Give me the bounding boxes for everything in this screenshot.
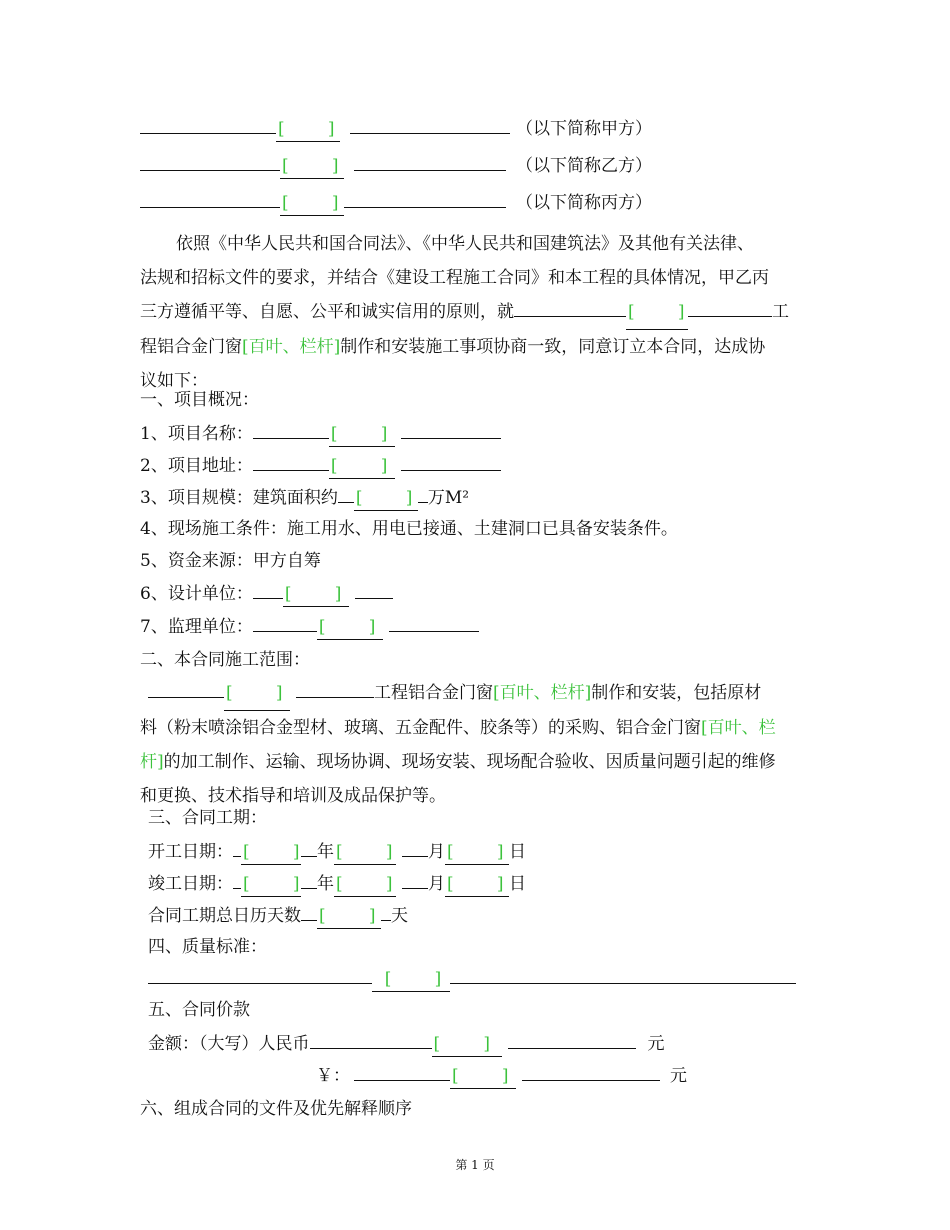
building-area-blank[interactable]: [ ] — [354, 486, 418, 511]
page-number: 第 1 页 — [455, 1158, 495, 1172]
amount-figures-blank[interactable]: [ ] — [450, 1064, 516, 1089]
party-b-blank[interactable]: [ ] — [280, 154, 344, 179]
amount-figures-line: ￥： [ ] 元 — [316, 1063, 687, 1089]
end-day-blank[interactable]: [ ] — [445, 872, 509, 897]
party-b-suffix: （以下简称乙方） — [516, 156, 652, 176]
supervision-unit-blank[interactable]: [ ] — [317, 615, 383, 640]
end-year-blank[interactable]: [ ] — [241, 872, 301, 897]
quality-standard-blank[interactable]: [ ] — [372, 967, 450, 992]
party-a-blank[interactable]: [ ] — [276, 117, 340, 142]
party-b-line — [140, 153, 652, 179]
project-name-blank[interactable]: [ ] — [329, 422, 395, 447]
start-year-blank[interactable]: [ ] — [241, 840, 301, 865]
quality-standard-line — [148, 966, 796, 992]
total-days-line: 合同工期总日历天数 [ ] 天 — [148, 903, 408, 929]
amount-words-blank[interactable]: [ ] — [432, 1032, 502, 1057]
funding-source-line: 5、资金来源：甲方自筹 — [140, 551, 321, 571]
party-c-suffix: （以下简称丙方） — [516, 193, 652, 213]
scope-project-blank[interactable]: [ ] — [224, 676, 290, 711]
section3-title: 三、合同工期： — [148, 808, 267, 828]
party-c-blank[interactable]: [ ] — [280, 191, 344, 216]
section2-title: 二、本合同施工范围： — [140, 650, 310, 670]
section4-title: 四、质量标准： — [148, 937, 267, 957]
project-address-blank[interactable]: [ ] — [329, 454, 395, 479]
project-address-line: 2、项目地址： [ ] — [140, 453, 501, 479]
section6-title: 六、组成合同的文件及优先解释顺序 — [140, 1099, 412, 1119]
section1-title: 一、项目概况： — [140, 390, 259, 410]
design-unit-line: 6、设计单位： [ ] — [140, 581, 393, 607]
start-day-blank[interactable]: [ ] — [445, 840, 509, 865]
party-c-line — [140, 190, 652, 216]
start-date-line: 开工日期： [ ] 年 [ ] 月 [ ] 日 — [148, 839, 526, 865]
start-month-blank[interactable]: [ ] — [334, 840, 396, 865]
project-name-blank-intro[interactable]: [ ] — [626, 295, 688, 330]
party-a-line — [140, 116, 652, 142]
scope-paragraph: [ ] 工程铝合金门窗[百叶、栏杆]制作和安装，包括原材 料（粉末喷涂铝合金型材、玻璃、五金配件、胶条等）的采购、铝合金门窗[百叶、栏 杆]的加工制作、运输、现场协调、现场安装、现场配合验收、因质量问题引起的维修 和更换、技术指导和培训及成品保护等。 — [140, 676, 820, 813]
design-unit-blank[interactable]: [ ] — [283, 582, 349, 607]
amount-words-line: 金额：（大写）人民币 [ ] 元 — [148, 1031, 665, 1057]
total-days-blank[interactable]: [ ] — [317, 904, 381, 929]
section5-title: 五、合同价款 — [148, 1000, 250, 1020]
site-conditions-line: 4、现场施工条件：施工用水、用电已接通、土建洞口已具备安装条件。 — [140, 519, 678, 539]
party-a-suffix: （以下简称甲方） — [516, 119, 652, 139]
project-scale-line: 3、项目规模：建筑面积约 [ ] 万M² — [140, 485, 469, 511]
end-month-blank[interactable]: [ ] — [334, 872, 396, 897]
project-name-line: 1、项目名称： [ ] — [140, 421, 501, 447]
supervision-unit-line: 7、监理单位： [ ] — [140, 614, 479, 640]
end-date-line: 竣工日期： [ ] 年 [ ] 月 [ ] 日 — [148, 871, 526, 897]
intro-paragraph: 依照《中华人民共和国合同法》、《中华人民共和国建筑法》及其他有关法律、 法规和招标文件的要求，并结合《建设工程施工合同》和本工程的具体情况，甲乙丙 三方遵循平等、自愿、公平和诚实信用的原则，就 [ ] 工 程铝合金门窗[百叶、栏杆]制作和安装施工事项协商一致，同意订立本合同，达成协 议如下： — [140, 234, 789, 391]
